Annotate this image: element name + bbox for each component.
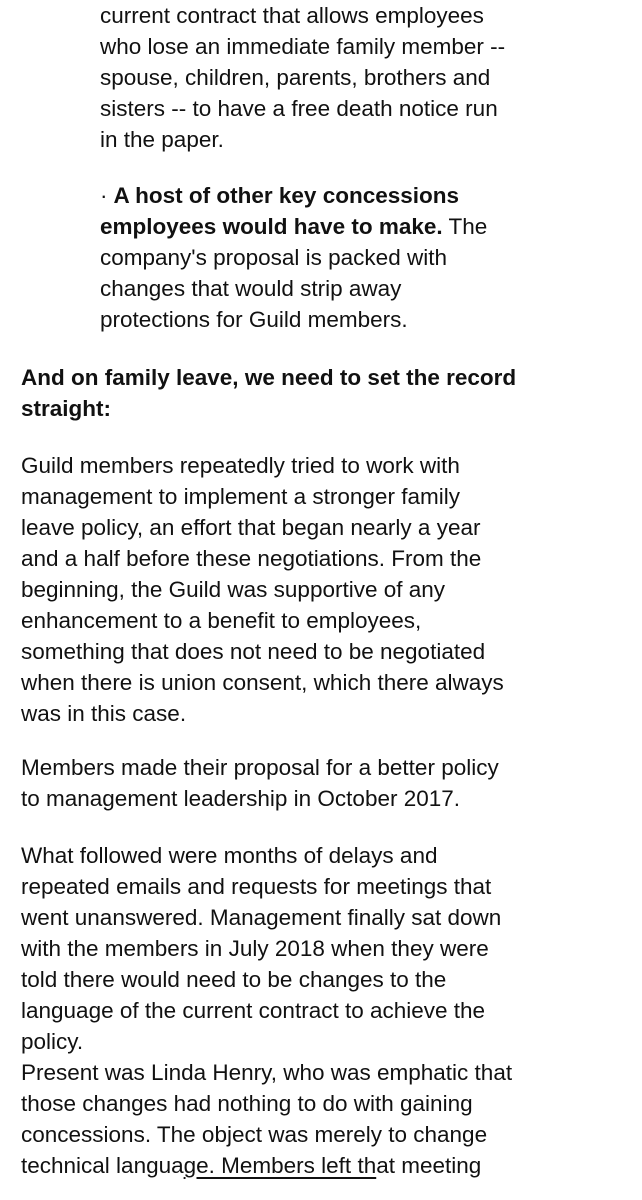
- section-heading-family-leave: [21, 362, 516, 424]
- text-line: [100, 180, 600, 211]
- text-line: policy.: [21, 1029, 84, 1054]
- text-fragment: at meeting: [376, 1153, 482, 1178]
- text-line: management to implement a stronger family: [21, 484, 460, 509]
- text-line: and a half before these negotiations. From the: [21, 546, 482, 571]
- paragraph-text: [21, 450, 504, 729]
- text-line: who lose an immediate family member --: [100, 34, 506, 59]
- paragraph-linda-henry: [21, 1057, 512, 1181]
- text-line: What followed were months of delays and: [21, 843, 438, 868]
- text-fragment: technical langua: [21, 1153, 184, 1178]
- paragraph-delays: [21, 840, 501, 1057]
- text-line: [100, 211, 600, 242]
- text-line: Guild members repeatedly tried to work with: [21, 453, 460, 478]
- bullet-dot-icon: ·: [100, 183, 108, 208]
- text-line: enhancement to a benefit to employees,: [21, 608, 422, 633]
- text-line: repeated emails and requests for meetings that: [21, 874, 492, 899]
- bullet-text: [100, 180, 600, 335]
- text-line: concessions. The object was merely to change: [21, 1122, 488, 1147]
- text-line: spouse, children, parents, brothers and: [100, 65, 491, 90]
- text-line: Present was Linda Henry, who was emphatic that: [21, 1060, 513, 1085]
- bullet-text: [100, 0, 600, 155]
- bullet-item-other-concessions: [100, 180, 600, 335]
- text-line: beginning, the Guild was supportive of any: [21, 577, 446, 602]
- text-line: Members made their proposal for a better policy: [21, 755, 499, 780]
- text-line: language of the current contract to achieve the: [21, 998, 486, 1023]
- text-line: changes that would strip away: [100, 276, 402, 301]
- bullet-lead-bold: A host of other key concessions: [113, 183, 459, 208]
- paragraph-proposal: [21, 752, 499, 814]
- bullet-body-text: The: [442, 214, 488, 239]
- text-line: current contract that allows employees: [100, 3, 484, 28]
- text-line: protections for Guild members.: [100, 307, 408, 332]
- heading-text: [21, 362, 516, 424]
- text-line: told there would need to be changes to the: [21, 967, 447, 992]
- text-line: leave policy, an effort that began nearly a year: [21, 515, 481, 540]
- text-line: was in this case.: [21, 701, 187, 726]
- paragraph-text: [21, 1057, 512, 1181]
- paragraph-text: [21, 752, 499, 814]
- text-line: to management leadership in October 2017.: [21, 786, 461, 811]
- text-line: straight:: [21, 396, 111, 421]
- text-line: went unanswered. Management finally sat down: [21, 905, 502, 930]
- text-line: company's proposal is packed with: [100, 245, 447, 270]
- text-line: And on family leave, we need to set the record: [21, 365, 517, 390]
- text-line: something that does not need to be negotiated: [21, 639, 486, 664]
- paragraph-text: [21, 840, 501, 1057]
- bullet-item-death-notice: [100, 0, 600, 155]
- text-line: [21, 1150, 512, 1181]
- text-line: those changes had nothing to do with gaining: [21, 1091, 473, 1116]
- text-line: in the paper.: [100, 127, 224, 152]
- bullet-lead-bold: employees would have to make.: [100, 214, 443, 239]
- text-line: with the members in July 2018 when they were: [21, 936, 489, 961]
- paragraph-guild-members: [21, 450, 504, 729]
- underlined-text: ge. Members left th: [183, 1153, 377, 1178]
- text-line: sisters -- to have a free death notice run: [100, 96, 498, 121]
- text-line: when there is union consent, which there always: [21, 670, 504, 695]
